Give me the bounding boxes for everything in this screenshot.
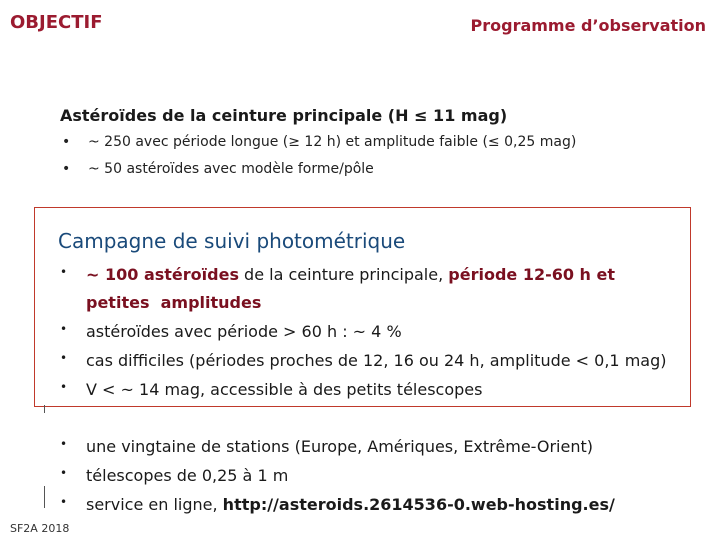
list-item-text: astéroïdes avec période > 60 h : ~ 4 % xyxy=(86,322,402,341)
list-item-text xyxy=(86,495,615,514)
list-item-text-plain: de la ceinture principale, xyxy=(238,265,449,284)
bullet-icon: • xyxy=(60,265,68,279)
bullet-icon: • xyxy=(60,495,68,509)
period-range: période 12-60 h et xyxy=(448,265,616,284)
bullet-icon: • xyxy=(62,134,71,150)
bullet-icon: • xyxy=(60,322,68,336)
list-item-text: télescopes de 0,25 à 1 m xyxy=(86,466,289,485)
header-title-left: OBJECTIF xyxy=(10,12,103,33)
asteroid-count: ~ 100 astéroïdes xyxy=(86,265,239,284)
list-item-text: ~ 250 avec période longue (≥ 12 h) et amplitude faible (≤ 0,25 mag) xyxy=(88,134,577,150)
bullet-icon: • xyxy=(62,161,71,177)
section-title: Astéroïdes de la ceinture principale (H ≤ 11 mag) xyxy=(60,106,508,125)
list-item-continuation xyxy=(86,293,261,312)
list-item-text xyxy=(86,265,615,284)
left-tick xyxy=(44,486,45,508)
list-item-text: cas difficiles (périodes proches de 12, 16 ou 24 h, amplitude < 0,1 mag) xyxy=(86,351,667,370)
bullet-icon: • xyxy=(60,351,68,365)
header-title-right: Programme d’observation xyxy=(470,16,706,35)
left-tick xyxy=(44,405,45,413)
list-item-text: V < ~ 14 mag, accessible à des petits télescopes xyxy=(86,380,483,399)
list-item-text: une vingtaine de stations (Europe, Amériques, Extrême-Orient) xyxy=(86,437,593,456)
service-prefix: service en ligne, xyxy=(86,495,223,514)
campaign-title: Campagne de suivi photométrique xyxy=(58,229,406,253)
footer-label: SF2A 2018 xyxy=(10,522,70,535)
bullet-icon: • xyxy=(60,437,68,451)
bullet-icon: • xyxy=(60,466,68,480)
service-link[interactable]: http://asteroids.2614536-0.web-hosting.es/ xyxy=(222,495,615,514)
amplitude-note: petites amplitudes xyxy=(86,293,262,312)
list-item-text: ~ 50 astéroïdes avec modèle forme/pôle xyxy=(88,161,374,177)
bullet-icon: • xyxy=(60,380,68,394)
